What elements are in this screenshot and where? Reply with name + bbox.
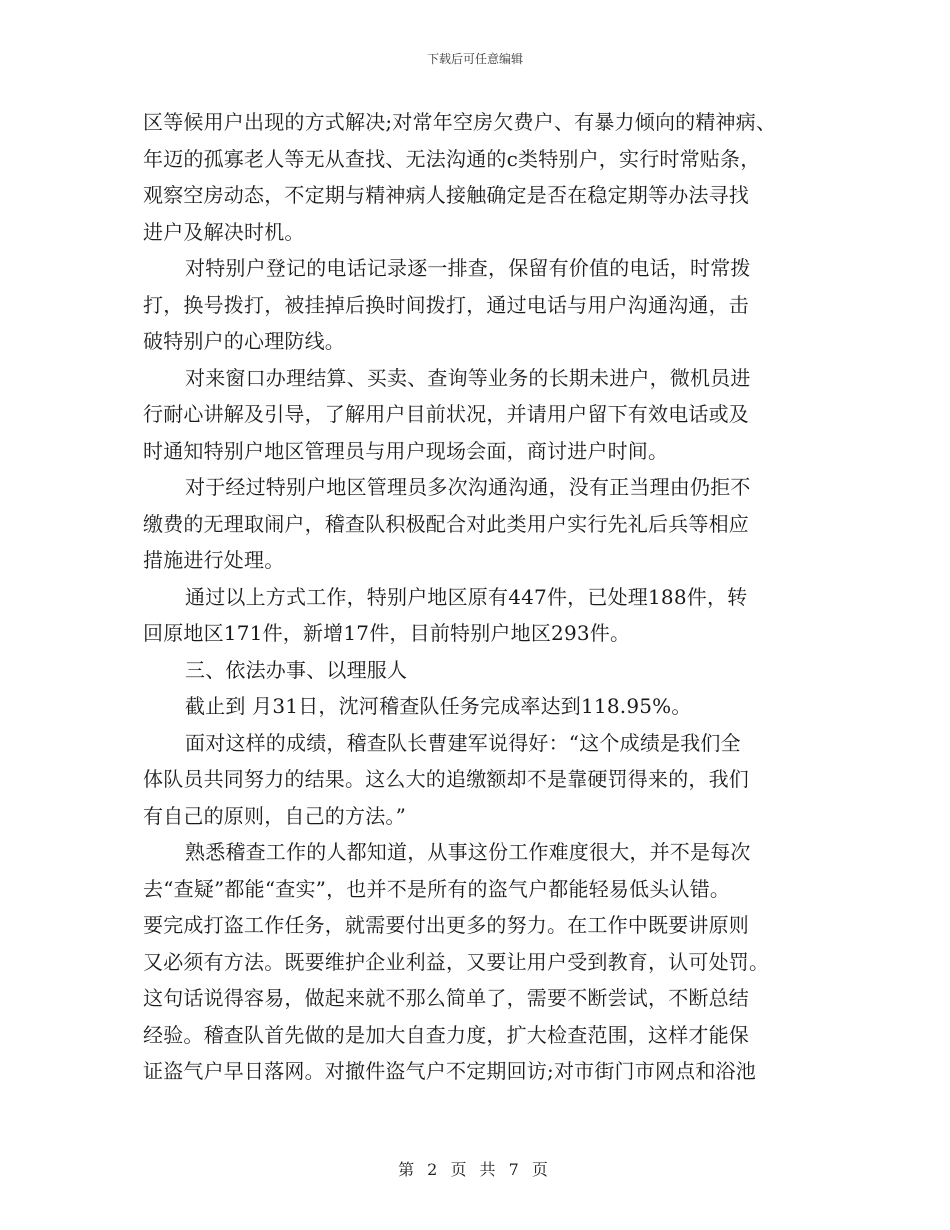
section-heading: 三、依法办事、以理服人	[185, 657, 408, 682]
paragraph-start-line: 对于经过特别户地区管理员多次沟通沟通，没有正当理由仍拒不	[185, 475, 751, 499]
text-line: 打，换号拨打，被挂掉后换时间拨打，通过电话与用户沟通沟通，击	[143, 292, 749, 317]
text-line: 回原地区171件，新增17件，目前特别户地区293件。	[143, 621, 631, 645]
paragraph-start-line: 通过以上方式工作，特别户地区原有447件，已处理188件，转	[185, 584, 748, 609]
text-line: 体队员共同努力的结果。这么大的追缴额却不是靠硬罚得来的，我们	[143, 767, 749, 791]
paragraph-start-line: 对来窗口办理结算、买卖、查询等业务的长期未进户，微机员进	[185, 365, 751, 390]
text-line: 区等候用户出现的方式解决;对常年空房欠费户、有暴力倾向的精神病、	[143, 110, 777, 134]
text-line: 年迈的孤寡老人等无从查找、无法沟通的c类特别户，实行时常贴条，	[143, 146, 761, 171]
page-header: 下载后可任意编辑	[426, 52, 523, 66]
text-line: 时通知特别户地区管理员与用户现场会面，商讨进户时间。	[143, 438, 669, 463]
paragraph-start-line: 熟悉稽查工作的人都知道，从事这份工作难度很大，并不是每次	[185, 840, 751, 864]
paragraph-start-line: 面对这样的成绩，稽查队长曹建军说得好：“这个成绩是我们全	[185, 730, 741, 755]
paragraph-start-line: 对特别户登记的电话记录逐一排查，保留有价值的电话，时常拨	[185, 256, 751, 280]
text-line: 这句话说得容易，做起来就不那么简单了，需要不断尝试，不断总结	[143, 986, 749, 1010]
text-line: 进户及解决时机。	[143, 219, 305, 244]
text-line: 有自己的原则，自己的方法。”	[143, 803, 407, 828]
text-line: 行耐心讲解及引导，了解用户目前状况，并请用户留下有效电话或及	[143, 402, 749, 426]
text-line: 要完成打盗工作任务，就需要付出更多的努力。在工作中既要讲原则	[143, 913, 749, 937]
text-line: 证盗气户早日落网。对撤件盗气户不定期回访;对市街门市网点和浴池	[143, 1059, 756, 1083]
document-body	[143, 104, 808, 1090]
text-line: 去“查疑”都能“查实”，也并不是所有的盗气户都能轻易低头认错。	[143, 876, 731, 901]
page-footer: 第 2 页 共 7 页	[398, 1160, 552, 1179]
text-line: 措施进行处理。	[143, 548, 285, 572]
text-line: 破特别户的心理防线。	[143, 329, 345, 353]
text-line: 经验。稽查队首先做的是加大自查力度，扩大检查范围，这样才能保	[143, 1022, 749, 1047]
text-line: 观察空房动态，不定期与精神病人接触确定是否在稳定期等办法寻找	[143, 183, 749, 207]
text-line: 缴费的无理取闹户，稽查队积极配合对此类用户实行先礼后兵等相应	[143, 511, 749, 536]
paragraph-start-line: 截止到 月31日，沈河稽查队任务完成率达到118.95%。	[185, 694, 692, 718]
text-line: 又必须有方法。既要维护企业利益，又要让用户受到教育，认可处罚。	[143, 949, 770, 974]
